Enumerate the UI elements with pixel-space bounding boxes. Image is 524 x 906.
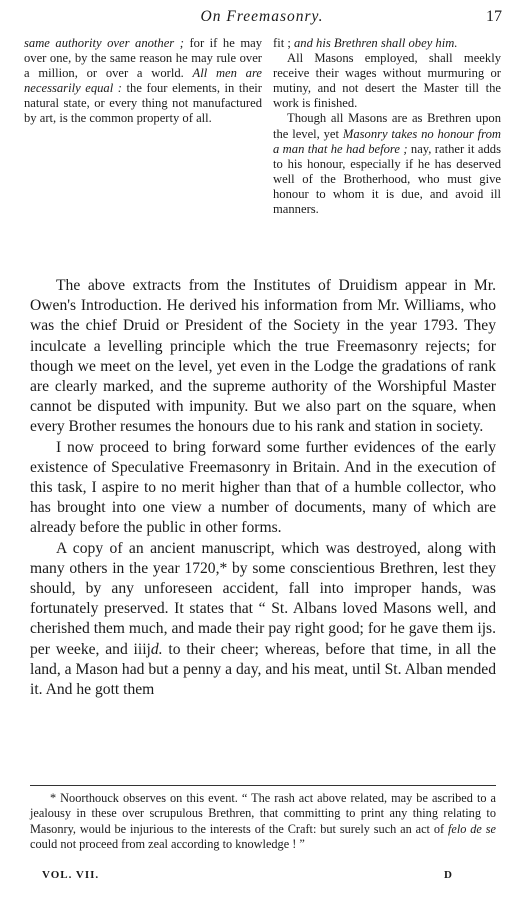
text-run: for if he may over one, by the same reason he may rule over a million, or over a world.	[24, 36, 263, 81]
text-run: All Masons employed, shall meekly receive their wages without murmuring or mutiny, and not desert the Master till the work is finished.	[273, 51, 501, 111]
page-number: 17	[486, 8, 502, 25]
italic-phrase: and his Brethren shall obey him.	[294, 36, 458, 50]
running-title: On Freemasonry.	[200, 8, 324, 25]
body-paragraph-3	[30, 539, 496, 701]
italic-phrase: All men are necessarily equal :	[24, 66, 262, 96]
footnote-text	[30, 791, 496, 852]
text-run: the four elements, in their natural state, or every thing not manufactured by art, is the common property of all.	[24, 81, 262, 126]
footnote-rule	[30, 785, 496, 786]
right-column-paragraph-2	[273, 51, 501, 111]
left-column	[24, 36, 262, 127]
text-run: nay, rather it adds to his honour, especially if he has deserved well of the Brotherhood, who must give honour to whom it is due, and avoid ill manners.	[273, 141, 501, 217]
footnote-text-start: * Noorthouck observes on this event. “ The rash act above related, may be ascribed to a jealousy in these over scrupulous Brethren, that committing to print any thing relating to Masonry, would be injurious to the interests of the Craft: but surely such an act of	[30, 791, 496, 836]
right-column-paragraph-1	[273, 36, 501, 51]
italic-phrase: Masonry takes no honour from a man that he had before ;	[273, 126, 502, 156]
main-text	[30, 276, 496, 700]
italic-phrase: same authority over another ;	[24, 36, 184, 50]
right-column	[273, 36, 501, 217]
pence-abbreviation: d.	[150, 640, 163, 658]
body-paragraph-1: The above extracts from the Institutes of Druidism appear in Mr. Owen's Introduction. He derived his information from Mr. Williams, who was the chief Druid or President of the Society in the year 1793. They inculcate a levelling principle which the true Freemasonry rejects; for though we meet on the level, yet even in the Lodge the gradations of rank are clearly marked, and the supreme authority of the Worshipful Master cannot be disputed with impunity. But we also part on the square, when every Brother resumes the honours due to his rank and station in society.	[30, 277, 496, 436]
body-paragraph-3-text-end: to their cheer; whereas, before that time, in all the land, a Mason had but a penny a day, and his meat, until St. Alban mended it. And he gott them	[30, 640, 496, 699]
body-paragraph-2: I now proceed to bring forward some further evidences of the early existence of Speculative Freemasonry in Britain. And in the execution of this task, I aspire to no merit higher than that of a humble collector, who has brought into one view a number of documents, many of which are already before the public in other forms.	[30, 438, 496, 537]
footnote-latin-phrase: felo de se	[447, 821, 496, 836]
signature-mark: D	[444, 869, 452, 881]
page-signature	[30, 869, 496, 885]
two-column-extract	[24, 36, 500, 280]
body-paragraph-3-text: A copy of an ancient manuscript, which was destroyed, along with many others in the year 1720,* by some conscientious Brethren, lest they should, by any unforeseen accident, fall into improper hands, was fortunately preserved. It states that “ St. Albans loved Masons well, and cherished them much, and made their pay right good; for he gave them ijs. per weeke, and iiij	[30, 539, 496, 658]
footnote	[30, 791, 496, 852]
volume-signature: VOL. VII.	[42, 869, 100, 881]
text-run: Though all Masons are as Brethren upon the level, yet	[273, 111, 501, 141]
footnote-text-end: could not proceed from zeal according to knowledge ! ”	[30, 836, 305, 851]
text-run: fit ;	[273, 36, 294, 50]
left-column-paragraph	[24, 36, 262, 127]
page-header	[0, 8, 524, 30]
right-column-paragraph-3	[273, 111, 501, 217]
